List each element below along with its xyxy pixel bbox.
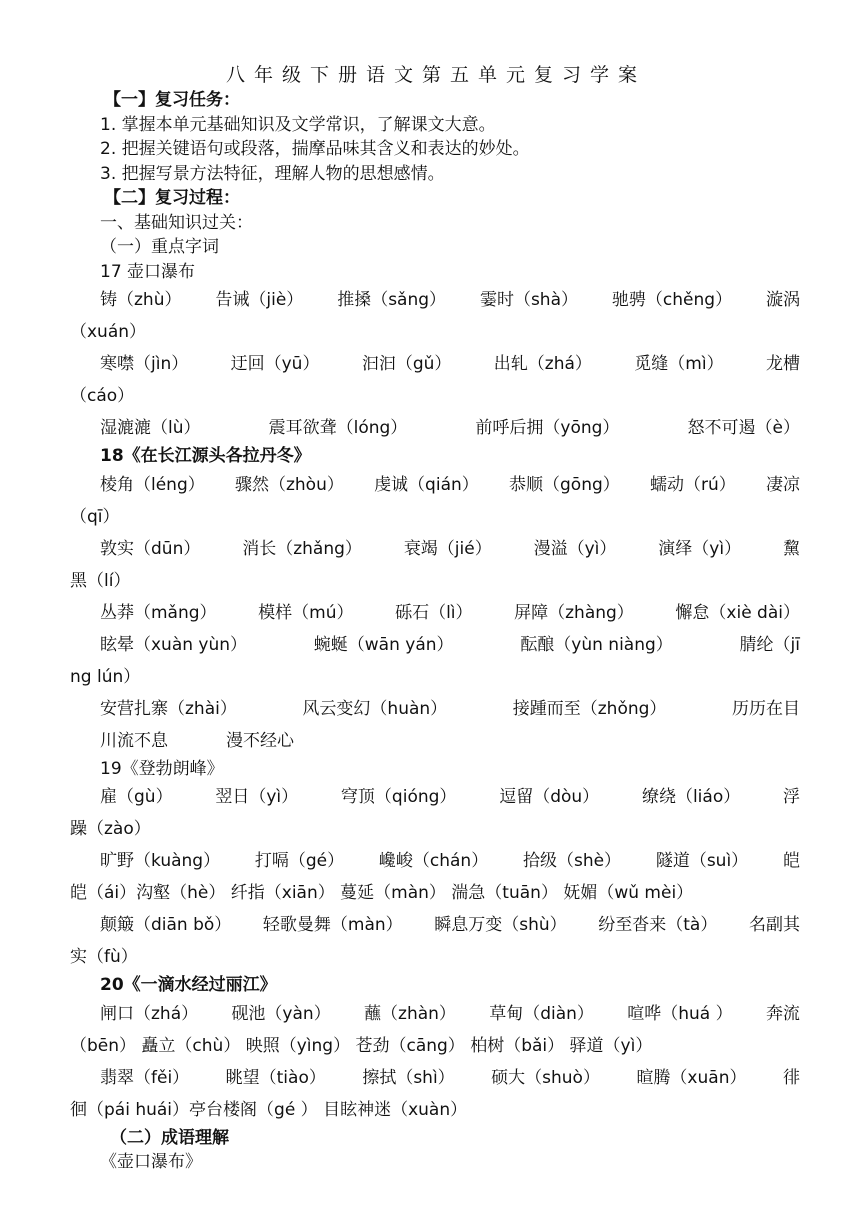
vocabulary-word: 漫溢（yì） <box>533 538 617 559</box>
vocabulary-word: 屏障（zhàng） <box>514 602 634 623</box>
vocabulary-word: 砚池（yàn） <box>231 1003 331 1024</box>
vocabulary-word: 湿漉漉（lù） <box>100 418 201 438</box>
vocabulary-row <box>60 693 800 725</box>
vocabulary-word: 巉峻（chán） <box>378 851 489 871</box>
vocabulary-continuation: 黑（lí） <box>70 570 131 591</box>
vocabulary-word: 旷野（kuàng） <box>100 851 221 871</box>
vocabulary-word: 拾级（shè） <box>522 851 622 871</box>
vocabulary-word: 眺望（tiào） <box>225 1067 326 1088</box>
vocabulary-word: 闸口（zhá） <box>100 1003 199 1024</box>
vocabulary-continuation: 实（fù） <box>70 947 138 967</box>
task-item: 2. 把握关键语句或段落，揣摩品味其含义和表达的妙处。 <box>100 139 530 159</box>
vocabulary-word: 徘 <box>782 1067 800 1088</box>
vocabulary-continuation: （bēn） 矗立（chù） 映照（yìng） 苍劲（cāng） 柏树（bǎi） 驿道（yì） <box>70 1035 653 1056</box>
vocabulary-word: 迂回（yū） <box>230 354 320 374</box>
vocabulary-continuation: 躁（zào） <box>70 819 151 839</box>
vocabulary-word: 蘸（zhàn） <box>364 1003 456 1024</box>
vocabulary-row <box>60 348 800 380</box>
vocabulary-word: 虔诚（qián） <box>374 474 479 495</box>
vocabulary-word: 模样（mú） <box>258 602 354 623</box>
vocabulary-word: 颠簸（diān bǒ） <box>100 915 232 935</box>
vocabulary-word: 翡翠（fěi） <box>100 1067 190 1088</box>
vocabulary-word: 酝酿（yùn niàng） <box>520 634 673 655</box>
vocabulary-word: 推搡（sǎng） <box>337 290 447 310</box>
vocabulary-word: 瞬息万变（shù） <box>434 915 567 935</box>
vocabulary-row <box>60 998 800 1030</box>
vocabulary-word: 演绎（yì） <box>658 538 742 559</box>
vocabulary-row <box>60 284 800 316</box>
vocabulary-word: 雇（gù） <box>100 787 173 807</box>
vocabulary-word: 喧哗（huá ） <box>627 1003 733 1024</box>
lesson-title: 《壶口瀑布》 <box>100 1152 202 1172</box>
part-heading: 一、基础知识过关： <box>100 212 253 233</box>
lesson-title: 18《在长江源头各拉丹冬》 <box>100 446 311 466</box>
vocabulary-continuation: ng lún） <box>70 666 141 687</box>
vocabulary-word: 消长（zhǎng） <box>242 538 362 559</box>
vocabulary-word: 黧 <box>782 538 800 559</box>
vocabulary-word: 衰竭（jié） <box>403 538 492 559</box>
vocabulary-word: 出轧（zhá） <box>493 354 592 374</box>
vocabulary-word: 历历在目 <box>732 698 800 719</box>
vocabulary-row <box>60 845 800 877</box>
vocabulary-row <box>60 597 800 629</box>
vocabulary-word: 霎时（shà） <box>479 290 579 310</box>
vocabulary-word: 擦拭（shì） <box>362 1067 455 1088</box>
vocabulary-word: 腈纶（jī <box>739 634 800 655</box>
vocabulary-block <box>60 469 800 757</box>
vocabulary-continuation: 皑（ái）沟壑（hè） 纤指（xiān） 蔓延（màn） 湍急（tuān） 妩媚（wǔ mèi） <box>70 883 694 903</box>
task-item: 3. 把握写景方法特征，理解人物的思想感情。 <box>100 163 445 184</box>
vocabulary-word: 铸（zhù） <box>100 290 182 310</box>
vocabulary-row <box>60 629 800 661</box>
vocabulary-row <box>60 469 800 501</box>
vocabulary-word: 怒不可遏（è） <box>687 418 800 438</box>
vocabulary-word: 告诫（jiè） <box>215 290 304 310</box>
vocabulary-block <box>60 781 800 973</box>
vocabulary-block <box>60 998 800 1126</box>
vocabulary-word: 穹顶（qióng） <box>340 787 457 807</box>
vocabulary-row <box>60 412 800 444</box>
vocabulary-word: 缭绕（liáo） <box>641 787 741 807</box>
section-heading: （一）重点字词 <box>100 237 219 257</box>
vocabulary-word: 翌日（yì） <box>215 787 299 807</box>
vocabulary-word: 奔流 <box>765 1003 800 1024</box>
vocabulary-word: 觅缝（mì） <box>634 354 724 374</box>
vocabulary-word: 寒噤（jìn） <box>100 354 189 374</box>
vocabulary-word: 汩汩（gǔ） <box>361 354 452 374</box>
vocabulary-word: 眩晕（xuàn yùn） <box>100 634 248 655</box>
vocabulary-word: 丛莽（mǎng） <box>100 602 217 623</box>
vocabulary-word: 棱角（léng） <box>100 474 205 495</box>
vocabulary-word: 漫不经心 <box>226 730 294 751</box>
vocabulary-word: 逗留（dòu） <box>499 787 600 807</box>
vocabulary-word: 皑 <box>782 851 800 871</box>
vocabulary-word: 驰骋（chěng） <box>611 290 733 310</box>
task-heading: 【一】复习任务： <box>104 90 240 110</box>
lesson-title: 20《一滴水经过丽江》 <box>100 975 277 995</box>
vocabulary-word: 草甸（diàn） <box>489 1003 594 1024</box>
vocabulary-word: 蠕动（rú） <box>649 474 736 495</box>
vocabulary-block <box>60 284 800 444</box>
vocabulary-word: 震耳欲聋（lóng） <box>268 418 408 438</box>
page-title: 八年级下册语文第五单元复习学案 <box>225 64 646 86</box>
vocabulary-word: 安营扎寨（zhài） <box>100 698 237 719</box>
vocabulary-word: 隧道（suì） <box>655 851 749 871</box>
vocabulary-word: 蜿蜒（wān yán） <box>313 634 454 655</box>
vocabulary-word: 凄凉 <box>765 474 800 495</box>
task-item: 1. 掌握本单元基础知识及文学常识，了解课文大意。 <box>100 114 496 135</box>
vocabulary-word: 砾石（lì） <box>395 602 473 623</box>
vocabulary-continuation: （qī） <box>70 506 120 527</box>
vocabulary-word: 浮 <box>783 787 800 807</box>
vocabulary-word: 纷至沓来（tà） <box>598 915 718 935</box>
vocabulary-row <box>60 1062 800 1094</box>
vocabulary-row <box>60 533 800 565</box>
vocabulary-word: 懈怠（xiè dài） <box>675 602 800 623</box>
vocabulary-row <box>60 909 800 941</box>
vocabulary-word: 敦实（dūn） <box>100 538 201 559</box>
section-heading: （二）成语理解 <box>110 1127 229 1148</box>
vocabulary-row <box>60 725 800 757</box>
vocabulary-word: 名副其 <box>748 915 800 935</box>
vocabulary-word: 川流不息 <box>100 730 168 751</box>
vocabulary-word: 轻歌曼舞（màn） <box>262 915 403 935</box>
lesson-title: 19《登勃朗峰》 <box>100 758 224 779</box>
vocabulary-row <box>60 781 800 813</box>
lesson-title: 17 壶口瀑布 <box>100 261 196 282</box>
vocabulary-word: 硕大（shuò） <box>491 1067 600 1088</box>
vocabulary-word: 暄腾（xuān） <box>636 1067 747 1088</box>
vocabulary-word: 龙槽 <box>765 354 800 374</box>
vocabulary-word: 风云变幻（huàn） <box>302 698 448 719</box>
vocabulary-word: 恭顺（gōng） <box>509 474 620 495</box>
vocabulary-continuation: 徊（pái huái）亭台楼阁（gé ） 目眩神迷（xuàn） <box>70 1099 468 1120</box>
vocabulary-word: 打嗝（gé） <box>254 851 345 871</box>
vocabulary-continuation: （xuán） <box>70 322 147 342</box>
lesson-list <box>60 260 800 1126</box>
vocabulary-word: 前呼后拥（yōng） <box>475 418 620 438</box>
process-heading: 【二】复习过程： <box>104 188 240 208</box>
vocabulary-continuation: （cáo） <box>70 386 135 406</box>
vocabulary-word: 骤然（zhòu） <box>234 474 344 495</box>
vocabulary-word: 漩涡 <box>765 290 800 310</box>
vocabulary-word: 接踵而至（zhǒng） <box>512 698 667 719</box>
